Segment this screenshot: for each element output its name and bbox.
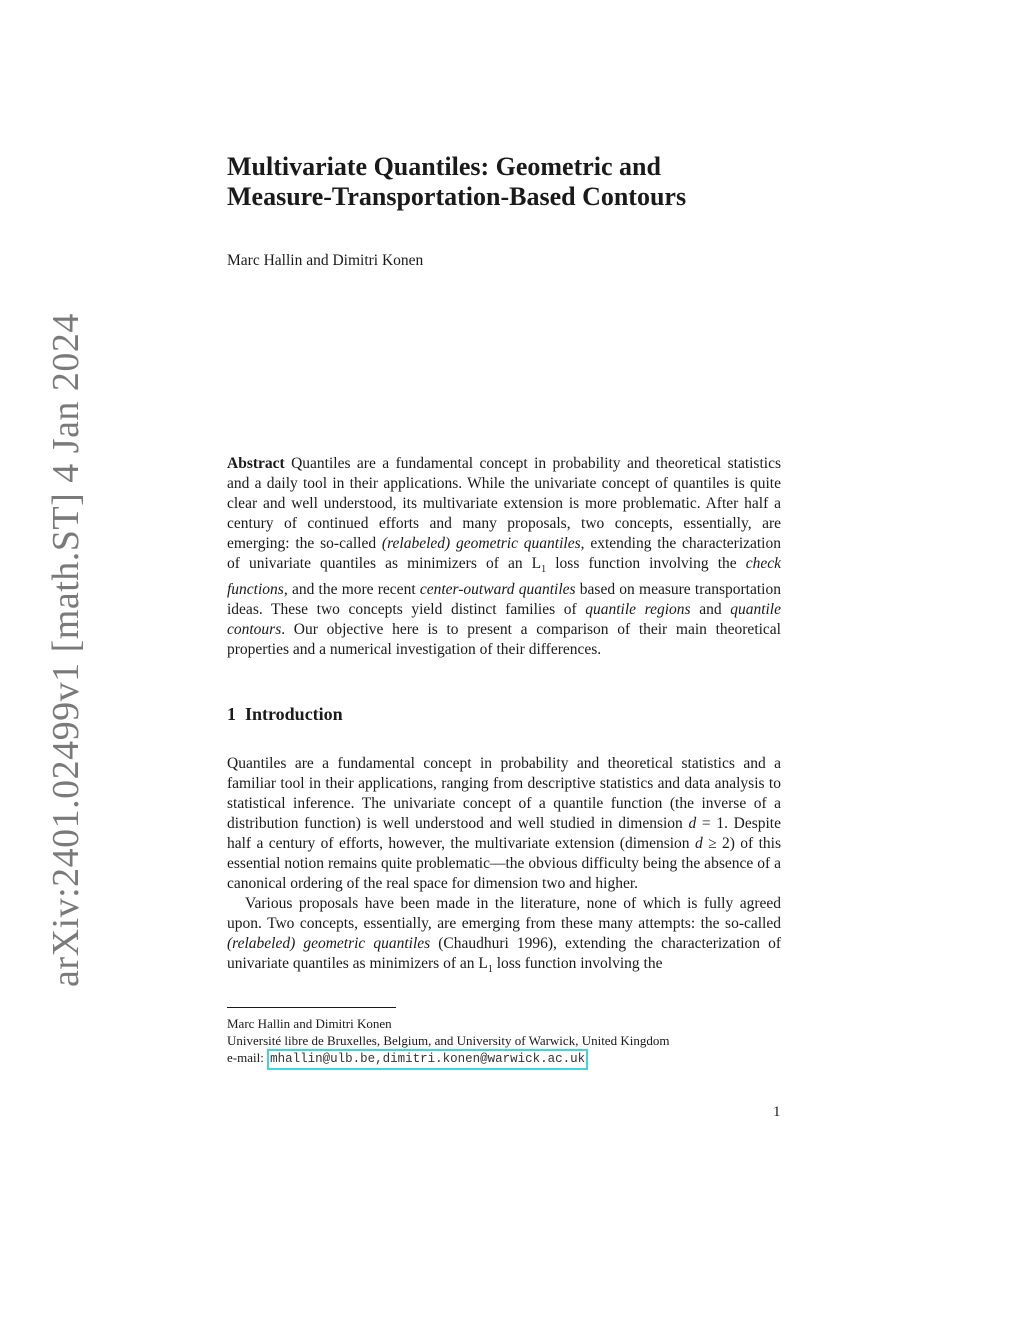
paper-title-line-1: Multivariate Quantiles: Geometric and — [227, 152, 661, 181]
body-text: = 1. Despite half a century of efforts, however, the multivariate extension (dimension — [227, 815, 781, 852]
footnote-divider — [227, 1007, 396, 1008]
footnote-affiliation: Université libre de Bruxelles, Belgium, and University of Warwick, United Kingdom — [227, 1033, 670, 1048]
abstract-text: based on measure transportation ideas. These two concepts yield distinct families of — [227, 581, 781, 619]
math-variable: d — [688, 815, 697, 832]
paper-title — [227, 152, 787, 212]
email-link[interactable]: mhallin@ulb.be,dimitri.konen@warwick.ac.uk — [267, 1049, 588, 1070]
section-number: 1 — [227, 704, 236, 724]
body-subscript: 1 — [487, 964, 493, 976]
abstract-text: . Our objective here is to present a comparison of their main theoretical properties and a numerical investigation of their differences. — [227, 621, 781, 659]
intro-paragraph-1 — [227, 754, 781, 894]
intro-paragraph-2 — [227, 894, 781, 980]
abstract-emphasis: (relabeled) geometric quantiles — [381, 535, 581, 552]
page-number: 1 — [773, 1104, 781, 1120]
abstract-label: Abstract — [227, 455, 285, 472]
abstract-text: loss function involving the — [546, 555, 746, 572]
body-text: Quantiles are a fundamental concept in probability and theoretical statistics and a familiar tool in their applications, ranging from descriptive statistics and data analysis to statistical inference. The univariate concept of a quantile function (the inverse of a distribution function) is well understood and well studied in dimension — [227, 755, 781, 832]
footnote-email-line — [227, 1049, 787, 1070]
section-heading-introduction — [227, 704, 343, 725]
author-list: Marc Hallin and Dimitri Konen — [227, 252, 424, 269]
paper-title-line-2: Measure-Transportation-Based Contours — [227, 182, 687, 211]
footnote-author-names: Marc Hallin and Dimitri Konen — [227, 1016, 392, 1031]
email-label: e-mail: — [227, 1050, 268, 1065]
abstract-emphasis: quantile contours — [227, 601, 781, 639]
abstract-text: and — [690, 601, 731, 619]
body-text: ≥ 2) of this essential notion remains quite problematic—the obvious difficulty being the absence of a canonical ordering of the real space for dimension two and higher. — [227, 835, 781, 892]
abstract-text: , and the more recent — [283, 581, 420, 599]
footnote — [227, 1015, 787, 1070]
abstract-subscript: 1 — [541, 564, 547, 576]
body-text: loss function involving the — [492, 955, 663, 972]
abstract-text: Quantiles are a fundamental concept in probability and theoretical statistics and a daily tool in their applications. While the univariate concept of quantiles is quite clear and well understood, its multivariate extension is more problematic. After half a century of continued efforts and many proposals, two concepts, essentially, are emerging: the so-called — [227, 455, 781, 552]
math-variable: d — [694, 835, 703, 852]
body-text: Various proposals have been made in the literature, none of which is fully agreed upon. Two concepts, essentially, are emerging from these many attempts: the so-called — [227, 895, 781, 932]
body-emphasis: (relabeled) geometric quantiles — [227, 935, 431, 952]
arxiv-identifier-stamp: arXiv:2401.02499v1 [math.ST] 4 Jan 2024 — [45, 313, 87, 987]
body-text: (Chaudhuri 1996), extending the characterization of univariate quantiles as minimizers of an L — [227, 935, 782, 972]
abstract — [227, 454, 781, 660]
abstract-emphasis: quantile regions — [585, 601, 691, 619]
section-title: Introduction — [245, 704, 343, 724]
abstract-emphasis: center-outward quantiles — [419, 581, 576, 599]
abstract-text: , extending the characterization of univariate quantiles as minimizers of an L — [227, 535, 781, 572]
abstract-emphasis: check functions — [227, 555, 782, 599]
